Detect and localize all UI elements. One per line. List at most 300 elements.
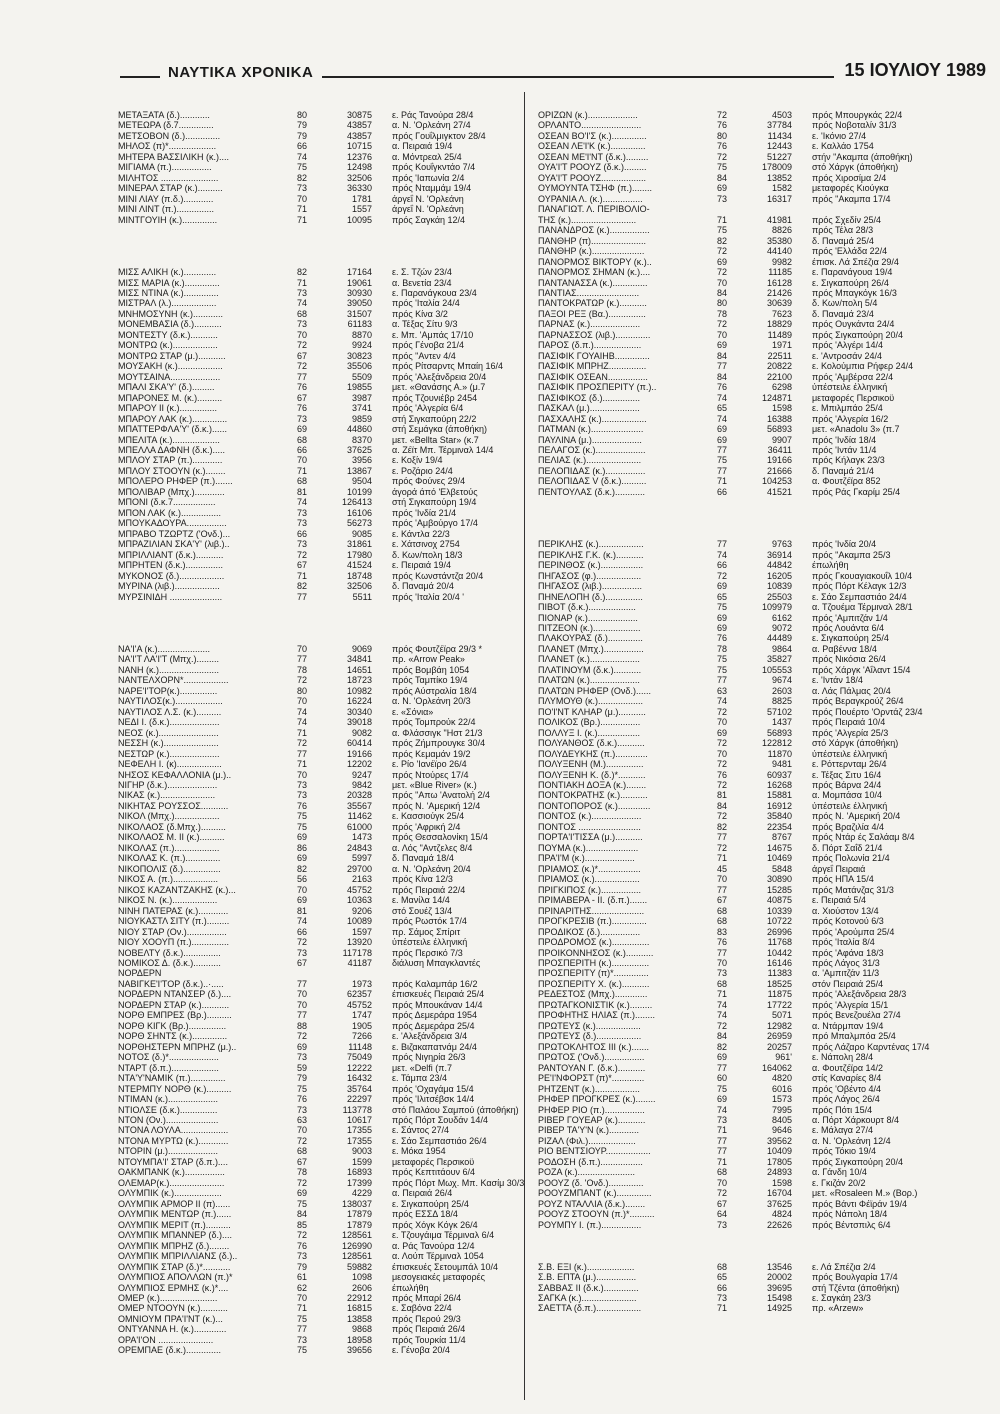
ship-entry [118,728,578,738]
position-note: πρός 'Οβέντο 4/4 [812,1083,882,1094]
ship-name: ΟΣΕΑΝ ΒΟ'Ι'Σ (κ.).............. [538,130,647,141]
position-note: στόν Πειραιά 25/4 [812,978,884,989]
build-year: 45 [716,863,727,874]
tonnage: 8370 [351,434,372,445]
tonnage: 36914 [766,549,792,560]
ship-name: ΝΤΟΡΙΝ (μ.).................... [118,1146,219,1157]
ship-entry [118,1324,578,1334]
tonnage: 35506 [346,361,372,372]
build-year: 77 [716,947,727,958]
build-year: 71 [296,277,307,288]
ship-entry [118,403,578,413]
ship-name: ΟΣΕΑΝ ΜΕ'Ι'ΝΤ (δ.κ.)......... [538,151,649,162]
tonnage: 2603 [771,685,792,696]
tonnage: 10095 [346,214,372,225]
build-year: 69 [716,340,727,351]
position-note: πρός Ν. 'Αμερική 20/4 [812,811,901,822]
ship-name: ΠΟΛΥΑΝΘΟΣ (δ.κ.)........... [538,738,645,749]
ship-name: ΟΜΕΡ (κ.)....................... [118,1292,218,1303]
ship-name: ΠΗΓΑΣΟΣ (φ.).................. [538,570,642,581]
ship-entry [118,131,578,141]
ship-entry [118,1000,578,1010]
build-year: 70 [716,717,727,728]
build-year: 70 [716,874,727,885]
ship-name: ΝΑ'Ι'Τ ΛΑ'Ι'Τ (Μπχ.)......... [118,654,219,665]
ship-entry [538,780,998,790]
tonnage: 16388 [766,413,792,424]
ship-entry [538,843,998,853]
ship-name: ΡΟΥΜΠΥ Ι. (π.)................ [538,1219,642,1230]
ship-entry [118,508,578,518]
ship-entry [538,424,998,434]
build-year: 73 [296,507,307,518]
ship-entry [538,403,998,413]
ship-entry [538,822,998,832]
ship-entry [118,1010,578,1020]
position-note: πρός Σιγκαπούρη 20/4 [812,1156,903,1167]
tonnage: 1557 [351,204,372,215]
ship-name: ΠΑΝΘΗΡ (π)...................... [538,235,647,246]
ship-entry [118,1052,578,1062]
ship-name: ΟΛΥΜΠΙΚ ΜΠΡΙΛΛΙΑΝΣ (δ.).. [118,1251,238,1262]
ship-entry [538,696,998,706]
tonnage: 9924 [351,340,372,351]
build-year: 74 [296,298,307,309]
ship-name: ΝΗΣΟΣ ΚΕΦΑΛΛΟΝΙΑ (μ.).. [118,769,232,780]
ship-name: ΠΡΙΑΜΟΣ (κ.)*................. [538,863,641,874]
ship-entry [118,1293,578,1303]
build-year: 71 [296,214,307,225]
tonnage: 17355 [346,1125,372,1136]
ship-name: ΟΛΥΜΠΙΟΣ ΕΡΜΗΣ (κ.)*.... [118,1282,229,1293]
tonnage: 12202 [346,759,372,770]
tonnage: 15498 [766,1292,792,1303]
ship-entry [538,257,998,267]
build-year: 75 [716,225,727,236]
tonnage: 14675 [766,842,792,853]
tonnage: 22511 [767,350,792,361]
tonnage: 11185 [768,267,792,278]
tonnage [736,204,798,214]
position-note: πρός Νιγηρία 26/3 [392,1052,466,1063]
tonnage: 21426 [766,287,792,298]
ship-name: ΝΟΡΔΕΡΝ ΣΤΑΡ (κ.)........... [118,999,230,1010]
ship-entry [538,246,998,256]
tonnage: 35840 [766,811,792,822]
build-year: 77 [716,361,727,372]
tonnage: 15881 [766,790,792,801]
position-note: πρός Θεσσαλονίκη 15/4 [392,832,488,843]
ship-entry [118,989,578,999]
ship-name: ΝΙΚΟΛ (Μπχ.).................. [118,811,220,822]
ship-entry [538,1031,998,1041]
build-year: 69 [296,895,307,906]
tonnage: 41981 [766,214,792,225]
ship-name: ΠΗΓΑΣΟΣ (λιβ.)................ [538,581,642,592]
ship-name: ΟΥΑ'Ι'Τ ΡΟΟΥΖ (δ.κ.)......... [538,162,647,173]
ship-name: ΝΙΝΗ ΠΑΤΕΡΑΣ (κ.)............ [118,905,229,916]
ship-name: ΜΠΛΟΥ ΣΤΑΡ (π.)............ [118,455,223,466]
build-year: 84 [716,350,727,361]
ship-name: ΠΛΑΚΟΥΡΑΣ (δ.).............. [538,633,643,644]
position-note: ε. Βιζακαπατνάμ 24/4 [392,1041,477,1052]
ship-entry [538,1157,998,1167]
ship-name: ΠΑΝΑΓΙΩΤ. Λ. ΠΕΡΙΒΟΛΙΟ- [538,204,650,215]
ship-entry [118,770,578,780]
build-year: 73 [716,1292,727,1303]
ship-entry [118,319,578,329]
tonnage: 9842 [351,780,372,790]
ship-name: ΠΕΡΙΚΛΗΣ Γ.Κ. (κ.)........... [538,549,644,560]
tonnage: 44842 [766,560,792,571]
ship-name: ΝΙΟΥΚΑΣΤΛ ΣΙΤΥ (π.)......... [118,916,230,927]
position-note: πρός 'Αμπιτζάν 1/4 [812,612,888,623]
ship-name: ΜΕΤΑΞΑΤΑ (δ.)............ [118,110,210,120]
ship-name: ΠΕΛΟΠΙΔΑΣ (κ.)................ [538,465,646,476]
position-note: στή Σιγκαπούρη 22/2 [392,413,477,424]
tonnage: 10839 [766,581,792,592]
position-note: ε. Τζουγάιμα Τέρμιναλ 6/4 [392,1230,495,1241]
position-note: στό Χάργκ (άποθήκη) [812,738,899,749]
ship-entry [118,141,578,151]
ship-name: ΠΡΟΙΚΟΝΝΗΣΟΣ (κ.)........... [538,947,654,958]
position-note: πρός Λάγος 31/3 [812,957,880,968]
ship-entry [538,832,998,842]
position-note: πρός Τομπρούκ 22/4 [392,717,476,728]
build-year: 71 [716,1125,727,1136]
tonnage: 17980 [346,549,372,560]
position-note: ε. 'Αλεξάνδρεια 3/4 [392,1031,468,1042]
tonnage: 60414 [346,738,372,749]
build-year: 74 [716,392,727,403]
ship-entry [538,623,998,633]
position-note: πρός "Αντεν 4/4 [392,350,456,361]
build-year: 68 [716,916,727,927]
build-year: 72 [716,1188,727,1199]
position-note: πρός Κήλαγκ 23/3 [812,455,885,466]
position-note: στό Παλάου Σαμπού (άποθήκη) [392,1104,519,1115]
ship-entry [118,455,578,465]
ship-name: ΠΕΝΤΟΥΛΑΣ (δ.κ.)............ [538,486,645,497]
position-note: πρός ΗΠΑ 15/4 [812,874,874,885]
tonnage: 17879 [346,1209,372,1220]
position-note: πρός Δεμεράρα 1954 [392,1010,478,1021]
tonnage: 20822 [766,361,792,372]
ship-name: ΡΟΟΥΖ ΣΤΟΟΥΝ (π.)*.......... [538,1209,655,1220]
position-note: πρός Περσικό 7/3 [392,947,463,958]
ship-entry [118,372,578,382]
position-note: ε. Κολούμπια Ρήφερ 24/4 [812,361,914,372]
group-spacer [538,497,998,507]
position-note: πρός Αύστραλία 18/4 [392,685,477,696]
ship-entry [538,131,998,141]
tonnage: 18829 [766,319,792,330]
ship-name: ΡΗΦΕΡ ΡΙΟ (π.)................ [538,1104,645,1115]
ship-entry [118,204,578,214]
tonnage: 44140 [766,246,792,257]
position-note: πρός Βάντι Φέϊράν 19/4 [812,1198,907,1209]
ship-entry [538,853,998,863]
ship-entry [538,1188,998,1198]
build-year: 70 [296,1292,307,1303]
ship-entry [538,236,998,246]
tonnage: 11434 [767,130,792,141]
tonnage: 17399 [346,1177,372,1188]
ship-name: ΠΡΩΤΕΥΣ (δ.).................. [538,1031,642,1042]
ship-entry [118,183,578,193]
tonnage: 8767 [771,832,792,843]
ship-entry [118,1251,578,1261]
ship-name: ΜΗΤΕΡΑ ΒΑΣΣΙΛΙΚΗ (κ.).... [118,151,229,162]
ship-name: ΠΡΟΣΠΕΡΙΤΥ (π)*.............. [538,968,649,979]
ship-entry [538,539,998,549]
position-note: ε. Σιγκαπούρη 25/4 [812,633,889,644]
ship-name: ΠΟ'Ι'ΝΤ ΚΛΗΑΡ (μ.)........... [538,706,646,717]
group-spacer [118,225,578,235]
ship-name: ΟΛΥΜΠΙΚ ΜΕΡΙΤ (π.).......... [118,1219,231,1230]
ship-entry [118,1303,578,1313]
ship-name: ΜΠΑΡΟΥ ΛΑΚ (κ.).............. [118,413,228,424]
tonnage: 43857 [346,120,372,131]
tonnage: 39695 [766,1282,792,1293]
build-year: 69 [296,832,307,843]
position-note: πρός Φούνες 29/4 [392,476,466,487]
position-note: πρός Πολωνία 21/4 [812,853,890,864]
tonnage: 7995 [771,1104,792,1115]
build-year: 70 [716,748,727,759]
tonnage: 2606 [351,1282,372,1293]
build-year: 73 [296,947,307,958]
ship-name: ΠΛΥΜΟΥΘ (κ.).................. [538,696,644,707]
ship-name: ΠΑΝΘΗΡ (κ.)..................... [538,246,645,257]
ship-entry [118,1220,578,1230]
position-note: πρός Σιγκαπούρη 20/4 [812,329,903,340]
position-note: πρός Ντούρες 17/4 [392,769,469,780]
ship-name: ΠΑΤΜΑΝ (κ.)..................... [538,424,644,435]
tonnage: 61000 [346,821,372,832]
ship-entry [118,822,578,832]
build-year: 72 [716,811,727,822]
ship-entry [538,906,998,916]
build-year: 72 [716,759,727,770]
ship-entry [538,288,998,298]
tonnage: 30639 [766,298,792,309]
ship-entry [118,1178,578,1188]
position-note: ε. Σαγκάη 23/3 [812,1292,871,1303]
ship-name: ΝΤΕΡΜΠΥ ΝΟΡΘ (κ.).......... [118,1083,232,1094]
tonnage: 10363 [346,895,372,906]
ship-entry [538,1136,998,1146]
ship-entry [118,215,578,225]
ship-entry [118,1283,578,1293]
build-year: 73 [716,193,727,204]
ship-entry [118,979,578,989]
build-year: 70 [296,999,307,1010]
position-note: ε. «Σόνια» [392,706,434,717]
build-year: 73 [296,319,307,330]
ship-entry [538,1146,998,1156]
ship-entry [538,1272,998,1282]
tonnage: 45752 [346,999,372,1010]
position-note: πρός Καλαμπάρ 16/2 [392,978,478,989]
tonnage: 9206 [351,905,372,916]
ship-entry [118,309,578,319]
build-year: 75 [296,1198,307,1209]
ship-entry [118,1084,578,1094]
position-note: μεταφορές Περσικοϋ [812,392,895,403]
ship-entry [118,330,578,340]
tonnage: 11768 [767,937,792,948]
ship-name: ΝΙΚΟΣ Α. (π.).................. [118,874,219,885]
build-year: 72 [296,361,307,372]
ship-entry [538,445,998,455]
ship-name: ΡΟΟΥΖ (δ. 'Ονδ.).............. [538,1177,644,1188]
build-year: 77 [716,1135,727,1146]
build-year: 66 [296,445,307,455]
build-year: 70 [296,696,307,707]
tonnage: 14925 [766,1303,792,1314]
left-ship-column [118,110,578,1356]
position-note: α. Ραβέννα 18/4 [812,643,877,654]
tonnage: 13920 [346,937,372,948]
ship-name: ΝΟΜΙΚΟΣ Δ. (δ.κ.)........... [118,957,221,968]
ship-name: ΠΑΝΑΝΔΡΟΣ (κ.)................ [538,225,650,236]
position-note: δ. Παναμά 21/4 [812,465,874,476]
ship-name: ΟΛΥΜΠΙΟΣ ΑΠΟΛΛΩΝ (π.)* [118,1272,233,1283]
position-note: πρός Βάρνα 24/4 [812,780,882,790]
position-note: ε. Καλλάο 1754 [812,141,874,152]
build-year: 67 [296,392,307,403]
build-year: 59 [296,1062,307,1073]
ship-entry [538,1199,998,1209]
ship-entry [118,476,578,486]
ship-name: ΜΗΛΟΣ (π)*................... [118,141,217,152]
position-note: ε. Σάντος 27/4 [392,1125,450,1136]
build-year: 66 [716,560,727,571]
tonnage: 16893 [346,1167,372,1178]
tonnage: 20257 [766,1041,792,1052]
ship-name: ΠΡΙΝΑΡΙΤΗΣ..................... [538,905,645,916]
ship-entry [118,885,578,895]
build-year: 72 [716,738,727,749]
build-year: 56 [296,874,307,885]
ship-name: ΡΗΦΕΡ ΠΡΟΓΚΡΕΣ (κ.)........ [538,1094,656,1105]
position-note: στή Σεμάγκα (άποθήκη) [392,424,487,435]
build-year: 74 [296,916,307,927]
tonnage: 30930 [346,287,372,298]
ship-name: ΜΟΝΕΜΒΑΣΙΑ (δ.)........... [118,319,222,330]
ship-name: ΝΙΚΟΛΑΣ Κ. (π.).............. [118,853,221,864]
tonnage: 30890 [766,874,792,885]
tonnage: 1598 [771,403,792,414]
build-year: 72 [716,706,727,717]
tonnage: 11462 [347,811,372,822]
tonnage: 5071 [771,1010,792,1021]
build-year: 72 [716,1020,727,1031]
ship-entry [118,1241,578,1251]
ship-name: ΝΤΟΝΑ ΛΟΥΛΑ................... [118,1125,229,1136]
position-note: πρός Μπαρί 26/4 [392,1292,462,1303]
build-year: 75 [296,1345,307,1356]
build-year: 71 [296,465,307,476]
position-note: άργεΐ Ν. 'Ορλεάνη [392,193,464,204]
build-year: 77 [296,1324,307,1335]
tonnage: 9982 [771,256,792,267]
ship-entry [538,319,998,329]
position-note: έπισκευές Σετουμπάλ 10/4 [392,1261,498,1272]
ship-entry [538,1073,998,1083]
ship-entry [118,686,578,696]
build-year: 61 [296,1272,307,1283]
ship-name: ΜΕΤΣΟΒΟΝ (δ.).............. [118,130,221,141]
ship-name: ΠΡΟΔΡΟΜΟΣ (κ.)............... [538,937,650,948]
ship-name: ΜΠΑΡΟΝΕΣ Μ. (κ.).......... [118,392,223,403]
ship-entry [118,340,578,350]
build-year: 72 [716,267,727,278]
position-note: δ. Κων/πολη 18/3 [392,549,463,560]
position-note: ε. Σαβόνα 22/4 [392,1303,452,1314]
build-year: 77 [296,654,307,665]
ship-name: ΠΑΣΧΑΛΗΣ (κ.).................. [538,413,647,424]
build-year: 72 [296,1135,307,1146]
ship-name: ΝΟΡΘ ΚΙΓΚ (Βρ.)............... [118,1020,227,1031]
ship-entry [538,654,998,664]
tonnage: 19855 [346,382,372,393]
ship-entry [118,120,578,130]
build-year: 70 [296,769,307,780]
ship-entry [118,1125,578,1135]
position-note: πρός 'Αλεξάνδρεια 20/4 [392,371,487,382]
tonnage: 17879 [346,1219,372,1230]
ship-name: ΝΙΚΟΣ Ν. (κ.).................. [118,895,218,906]
tonnage: 17805 [766,1156,792,1167]
ship-entry [118,1042,578,1052]
position-note: ύπέστειλε έλληνική [392,937,468,948]
build-year: 69 [716,581,727,592]
build-year: 71 [296,204,307,215]
ship-entry [118,958,578,968]
position-note: μεταφορές Κιούγκα [812,183,889,194]
ship-entry [118,1136,578,1146]
build-year: 71 [296,727,307,738]
build-year: 66 [716,486,727,497]
position-note: στό Σουέζ 13/4 [392,905,453,916]
position-note: α. Χιούστον 13/4 [812,905,879,916]
tonnage: 9864 [771,643,792,654]
build-year [288,968,316,978]
tonnage: 1597 [351,926,372,937]
position-note: πρός Ρωστόκ 17/4 [392,916,467,927]
tonnage: 10409 [766,1146,792,1157]
build-year: 84 [716,1031,727,1042]
ship-entry [538,895,998,905]
ship-name: ΜΥΡΣΙΝΙΔΗ ..................... [118,591,223,602]
position-note: πρός Τζουνιέβρ 2454 [392,392,478,403]
ship-entry [538,476,998,486]
ship-entry [538,885,998,895]
ship-entry [538,309,998,319]
position-note: ε. 'Ικόνιο 27/4 [812,130,867,141]
build-year: 77 [296,1010,307,1021]
ship-entry [118,1115,578,1125]
ship-name: ΝΤΟΥΜΠΑ'Ι' ΣΤΑΡ (δ.π.).... [118,1156,228,1167]
ship-name: ΝΟΒΕΛΤΥ (δ.κ.)............... [118,947,221,958]
ship-name: ΠΟΛΥΔΕΥΚΗΣ (π.)............. [538,748,648,759]
ship-entry [538,958,998,968]
build-year: 75 [296,821,307,832]
position-note: πρός Νάπολη 18/4 [812,1209,888,1220]
tonnage: 16815 [346,1303,372,1314]
